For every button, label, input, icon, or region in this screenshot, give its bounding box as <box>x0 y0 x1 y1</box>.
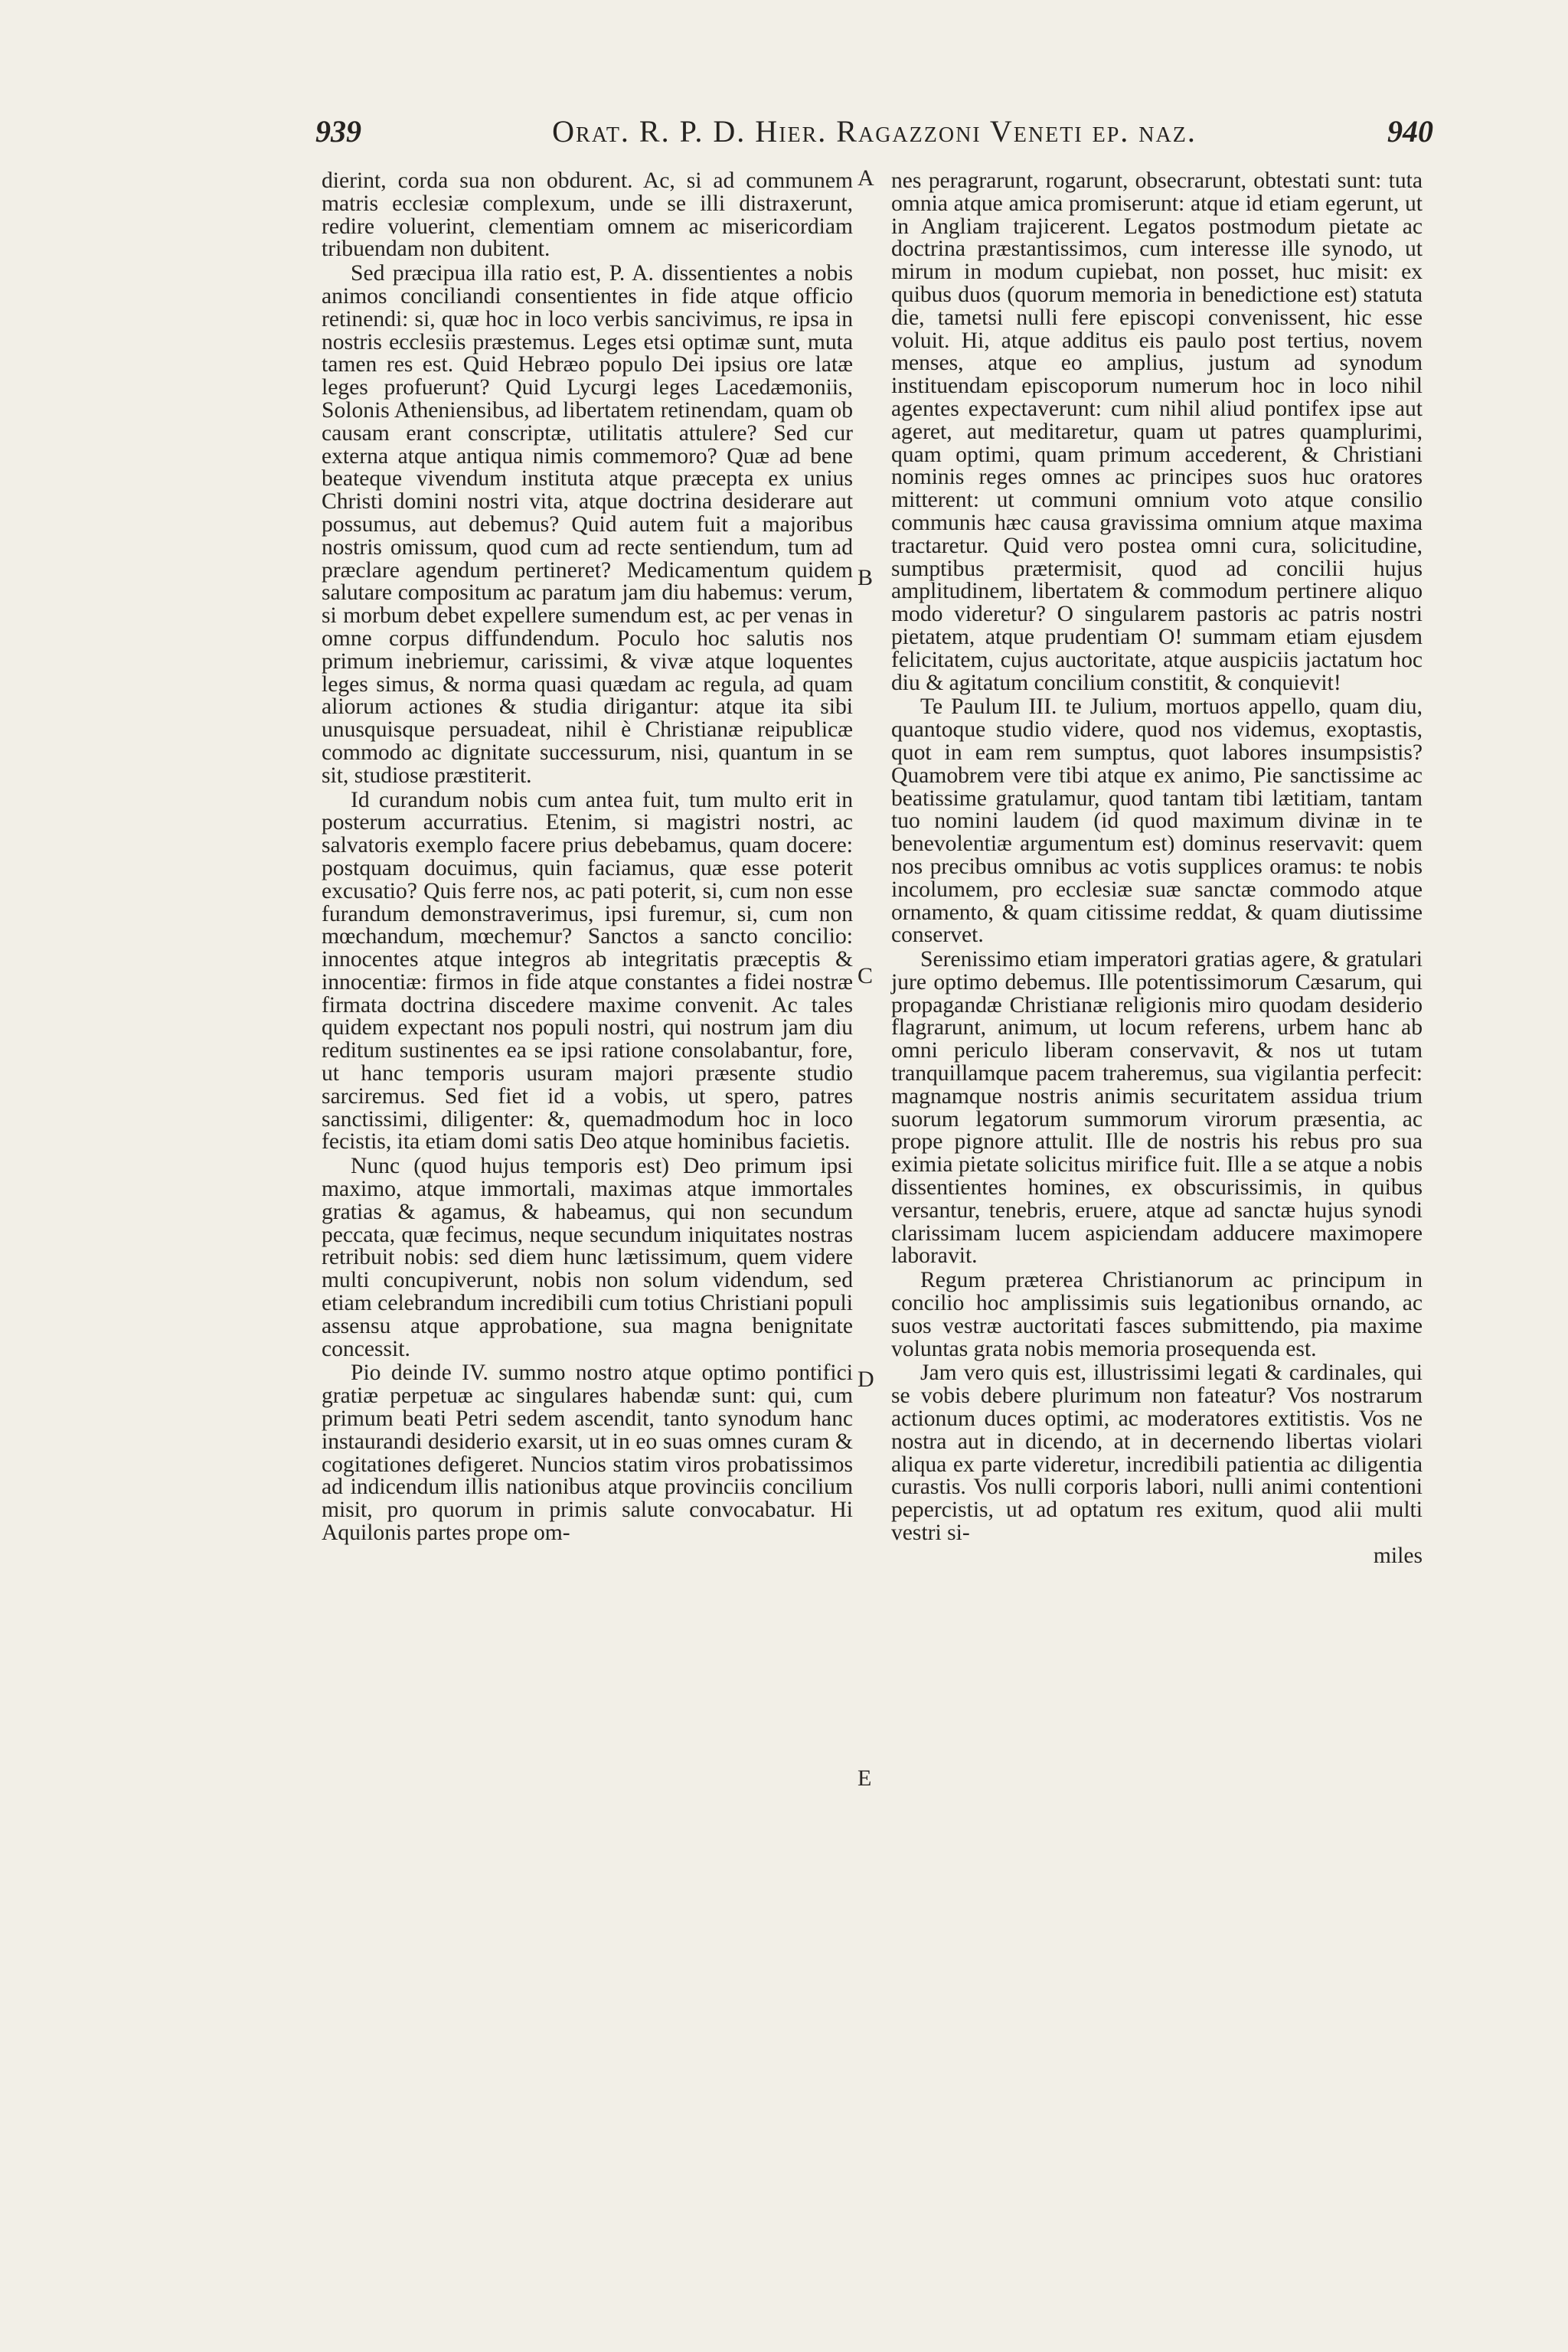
left-column <box>322 170 853 1545</box>
right-column <box>891 170 1423 1568</box>
paragraph: nes peragrarunt, rogarunt, obsecrarunt, obtestati sunt: tuta omnia atque amica promiserunt: atque id etiam egerunt, ut in Angliam trajicerent. Legatos postmodum pietate ac doctrina præstantissimos, cum interesse ille synodo, ut mirum in modum cupiebat, non posset, huc misit: ex quibus duos (quorum memoria in benedictione est) statuta die, tametsi nulli fere episcopi convenissent, hic esse voluit. Hi, atque additus eis paulo post tertius, novem menses, atque eo amplius, justum ad synodum instituendam episcoporum numerum hoc in loco nihil agentes expectaverunt: cum nihil aliud pontifex ipse aut ageret, aut meditaretur, quam ut patres quamplurimi, quam optimi, quam primum accederent, & Christiani nominis reges omnes ac principes suos huc oratores mitterent: ut communi omnium voto atque consilio communis hæc causa gravissima omnium atque maxima tractaretur. Quid vero postea omni cura, solicitudine, sumptibus prætermisit, quod ad concilii hujus amplitudinem, libertatem & commodum pertinere aliquo modo videretur? O singularem pastoris ac patris nostri pietatem, atque prudentiam O! summam etiam ejusdem felicitatem, cujus auctoritate, atque auspiciis jactatum hoc diu & agitatum concilium constitit, & conquievit! <box>891 168 1423 695</box>
paragraph: Regum præterea Christianorum ac principum in concilio hoc amplissimis suis legationibus ornando, ac suos vestræ auctoritati fasces submittendo, pia maxime voluntas grata nobis memoria prosequenda est. <box>891 1268 1423 1361</box>
right-page-number: 940 <box>1387 114 1433 149</box>
left-page-number: 939 <box>315 114 361 149</box>
paragraph: Id curandum nobis cum antea fuit, tum multo erit in posterum accurratius. Etenim, si magistri nostri, ac salvatoris exemplo facere prius debebamus, quam docere: postquam docuimus, quin faciamus, quæ esse poterit excusatio? Quis ferre nos, ac pati poterit, si, cum non esse furandum demonstraverimus, ipsi furemur, si, cum non mœchandum, mœchemur? Sanctos a sancto concilio: innocentes atque integros ab integritatis præceptis & innocentiæ: firmos in fide atque constantes a fidei nostræ firmata doctrina discedere maxime convenit. Ac tales quidem expectant nos populi nostri, qui nostrum jam diu reditum sustinentes ea se ipsi ratione consolabantur, fore, ut hanc temporis usuram majori præsente studio sarciremus. Sed fiet id a vobis, ut spero, patres sanctissimi, diligenter: &, quemadmodum hoc in loco fecistis, ita etiam domi satis Deo atque hominibus facietis. <box>322 787 853 1155</box>
margin-letter-c: C <box>858 963 874 988</box>
margin-letter-e: E <box>858 1766 872 1791</box>
paragraph: Pio deinde IV. summo nostro atque optimo pontifici gratiæ perpetuæ ac singulares habendæ sunt: qui, cum primum beati Petri sedem ascendit, tanto synodum hanc instaurandi desiderio exarsit, ut in eo suas omnes curam & cogitationes defigeret. Nuncios statim viros probatissimos ad indicendum illis nationibus atque provinciis concilium misit, pro quorum in primis salute convocabatur. Hi Aquilonis partes prope om- <box>322 1361 853 1546</box>
margin-letter-d: D <box>858 1367 874 1392</box>
paragraph: Te Paulum III. te Julium, mortuos appello, quam diu, quantoque studio videre, quod nos videmus, exoptastis, quot in eam rem sumptus, quot labores insumpsistis? Quamobrem vere tibi atque ex animo, Pie sanctissime ac beatissime gratulamur, quod tantam tibi lætitiam, tantam tuo nomini laudem (id quod maximum divinæ in te benevolentiæ argumentum est) dominus reservavit: quem nos precibus omnibus ac votis supplices oramus: te nobis incolumem, pro ecclesiæ suæ sanctæ commodo atque ornamento, & quam citissime reddat, & quam diutissime conservet. <box>891 694 1423 948</box>
catchword: miles <box>1373 1543 1423 1568</box>
paragraph: dierint, corda sua non obdurent. Ac, si ad communem matris ecclesiæ complexum, unde se illi distraxerunt, redire voluerint, clementiam omnem ac misericordiam tribuendam non dubitent. <box>322 168 853 262</box>
paragraph: Nunc (quod hujus temporis est) Deo primum ipsi maximo, atque immortali, maximas atque immortales gratias & agamus, & habeamus, qui non secundum peccata, quæ fecimus, neque secundum iniquitates nostras retribuit nobis: sed diem hunc lætissimum, quem videre multi concupiverunt, nobis non solum videndum, sed etiam celebrandum incredibili cum totius Christiani populi assensu atque approbatione, sua magna benignitate concessit. <box>322 1154 853 1361</box>
running-header <box>315 113 1433 159</box>
paragraph: Jam vero quis est, illustrissimi legati & cardinales, qui se vobis debere plurimum non fateatur? Vos nostrarum actionum duces optimi, ac moderatores extitistis. Vos ne nostra aut in dicendo, at in decernendo libertas violari aliqua ex parte videretur, incredibili patientia ac diligentia curastis. Vos nulli corporis labori, nulli animi contentioni pepercistis, ut ad optatum res exitum, quod alii multi vestri si- <box>891 1361 1423 1546</box>
paragraph: Serenissimo etiam imperatori gratias agere, & gratulari jure optimo debemus. Ille potentissimorum Cæsarum, qui propagandæ Christianæ religionis miro quodam desiderio flagrarunt, animum, ut locum referens, urbem hanc ab omni periculo liberam conservavit, & nos ut tutam tranquillamque pacem traheremus, sua vigilantia perfecit: magnamque nostris animis securitatem assidua trium suorum legatorum summorum virorum præsentia, ac prope pignore attulit. Ille de nostris his rebus pro sua eximia pietate solicitus mirifice fuit. Ille a se atque a nobis dissentientes homines, ex obscurissimis, in quibus versantur, tenebris, eruere, atque ad sanctæ hujus synodi clarissimam lucem aspiciendam adducere maximopere laboravit. <box>891 947 1423 1269</box>
margin-letter-b: B <box>858 565 874 590</box>
paragraph: Sed præcipua illa ratio est, P. A. dissentientes a nobis animos conciliandi consentientes in fide atque officio retinendi: si, quæ hoc in loco verbis sancivimus, re ipsa in nostris ecclesiis præstemus. Leges etsi optimæ sunt, muta tamen res est. Quid Hebræo populo Dei ipsius ore latæ leges profuerunt? Quid Lycurgi leges Lacedæmoniis, Solonis Atheniensibus, ad libertatem retinendam, quam ob causam erant conscriptæ, utilitatis attulere? Sed cur externa atque antiqua nimis commemoro? Quæ ad bene beateque vivendum instituta atque præcepta ex unius Christi domini nostri vita, atque doctrina desiderare aut possumus, aut debemus? Quid autem fuit a majoribus nostris omissum, quod cum ad recte sentiendum, tum ad præclare agendum pertineret? Medicamentum quidem salutare compositum ac paratum jam diu habemus: verum, si morbum debet expellere sumendum est, ac per venas in omne corpus diffundendum. Poculo hoc salutis nos primum inebriemur, carissimi, & vivæ atque loquentes leges simus, & norma quasi quædam ac regula, ad quam aliorum actiones & studia dirigantur: atque ita sibi unusquisque persuadeat, nihil è Christianæ reipublicæ commodo ac dignitate successurum, nisi, quantum in se sit, studiose præstiterit. <box>322 261 853 788</box>
margin-letter-a: A <box>858 165 874 191</box>
running-title: Orat. R. P. D. Hier. Ragazzoni Veneti ep. naz. <box>552 114 1197 149</box>
